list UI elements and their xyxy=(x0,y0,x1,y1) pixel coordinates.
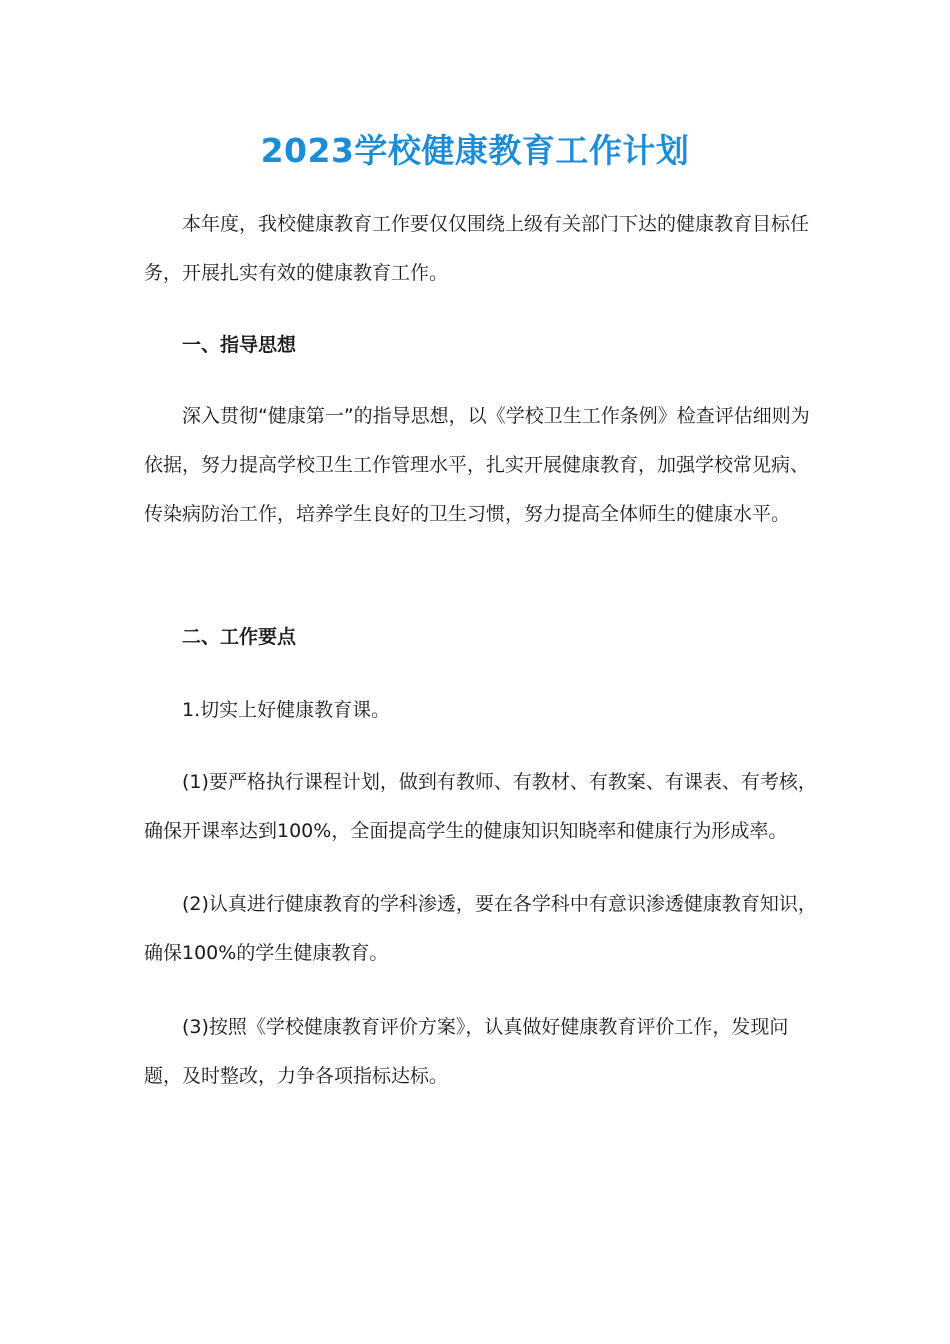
work-point-item-1: 1.切实上好健康教育课。 xyxy=(182,699,391,721)
document-title: 2023学校健康教育工作计划 xyxy=(260,131,690,170)
work-point-sub-1: (1)要严格执行课程计划，做到有教师、有教材、有教案、有课表、有考核，确保开课率达到100%，全面提高学生的健康知识知晓率和健康行为形成率。 xyxy=(144,771,817,842)
work-point-sub-2: (2)认真进行健康教育的学科渗透，要在各学科中有意识渗透健康教育知识，确保100%的学生健康教育。 xyxy=(144,893,817,964)
work-point-sub-3: (3)按照《学校健康教育评价方案》，认真做好健康教育评价工作，发现问题，及时整改，力争各项指标达标。 xyxy=(144,1016,789,1087)
section-heading-guiding-ideology: 一、指导思想 xyxy=(182,334,297,356)
intro-paragraph: 本年度，我校健康教育工作要仅仅围绕上级有关部门下达的健康教育目标任务，开展扎实有效的健康教育工作。 xyxy=(144,213,810,284)
guiding-ideology-paragraph: 深入贯彻“健康第一”的指导思想，以《学校卫生工作条例》检查评估细则为依据，努力提高学校卫生工作管理水平，扎实开展健康教育，加强学校常见病、传染病防治工作，培养学生良好的卫生习惯，努力提高全体师生的健康水平。 xyxy=(144,405,810,525)
section-heading-work-points: 二、工作要点 xyxy=(182,626,297,648)
